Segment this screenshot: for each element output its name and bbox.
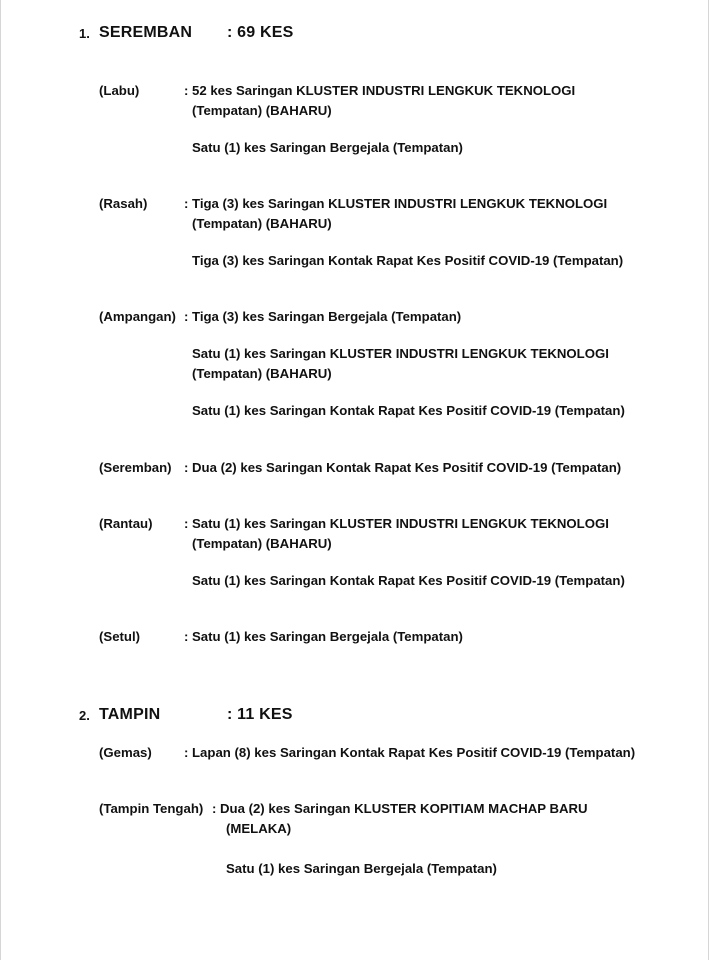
area-label: (Tampin Tengah) [99,801,204,816]
case-line: (Tempatan) (BAHARU) [192,366,332,381]
case-line: Satu (1) kes Saringan KLUSTER INDUSTRI LENGKUK TEKNOLOGI [192,346,609,361]
area-separator: : [184,309,189,324]
section-number: 1. [79,26,90,41]
area-label: (Setul) [99,629,141,644]
case-line: 52 kes Saringan KLUSTER INDUSTRI LENGKUK TEKNOLOGI [192,83,576,98]
section-number: 2. [79,708,90,723]
section-title: SEREMBAN [99,24,193,41]
case-line: Tiga (3) kes Saringan Bergejala (Tempatan) [192,309,462,324]
area-separator: : [184,460,189,475]
area-separator: : [184,629,189,644]
case-line: (MELAKA) [226,821,292,836]
case-line: Dua (2) kes Saringan Kontak Rapat Kes Positif COVID-19 (Tempatan) [192,460,622,475]
case-line: (Tempatan) (BAHARU) [192,536,332,551]
area-separator: : [184,745,189,760]
area-label: (Ampangan) [99,309,176,324]
area-separator: : [184,196,189,211]
case-line: Tiga (3) kes Saringan Kontak Rapat Kes Positif COVID-19 (Tempatan) [192,253,624,268]
section-total: : 11 KES [227,706,293,723]
section-total: : 69 KES [227,24,294,41]
area-label: (Seremban) [99,460,172,475]
area-label: (Labu) [99,83,140,98]
case-line: Satu (1) kes Saringan Bergejala (Tempatan) [192,629,463,644]
area-label: (Rasah) [99,196,148,211]
area-label: (Gemas) [99,745,152,760]
area-separator: : [184,83,189,98]
case-line: Satu (1) kes Saringan Kontak Rapat Kes Positif COVID-19 (Tempatan) [192,573,625,588]
area-label: (Rantau) [99,516,153,531]
area-separator: : [212,801,217,816]
case-line: Satu (1) kes Saringan Bergejala (Tempatan) [226,861,497,876]
case-line: Lapan (8) kes Saringan Kontak Rapat Kes Positif COVID-19 (Tempatan) [192,745,636,760]
case-line: (Tempatan) (BAHARU) [192,103,332,118]
case-line: Tiga (3) kes Saringan KLUSTER INDUSTRI LENGKUK TEKNOLOGI [192,196,608,211]
section-title: TAMPIN [99,706,161,723]
case-line: Satu (1) kes Saringan KLUSTER INDUSTRI LENGKUK TEKNOLOGI [192,516,609,531]
area-separator: : [184,516,189,531]
case-line: (Tempatan) (BAHARU) [192,216,332,231]
case-line: Dua (2) kes Saringan KLUSTER KOPITIAM MACHAP BARU [220,801,588,816]
case-line: Satu (1) kes Saringan Bergejala (Tempatan) [192,140,463,155]
case-line: Satu (1) kes Saringan Kontak Rapat Kes Positif COVID-19 (Tempatan) [192,403,625,418]
